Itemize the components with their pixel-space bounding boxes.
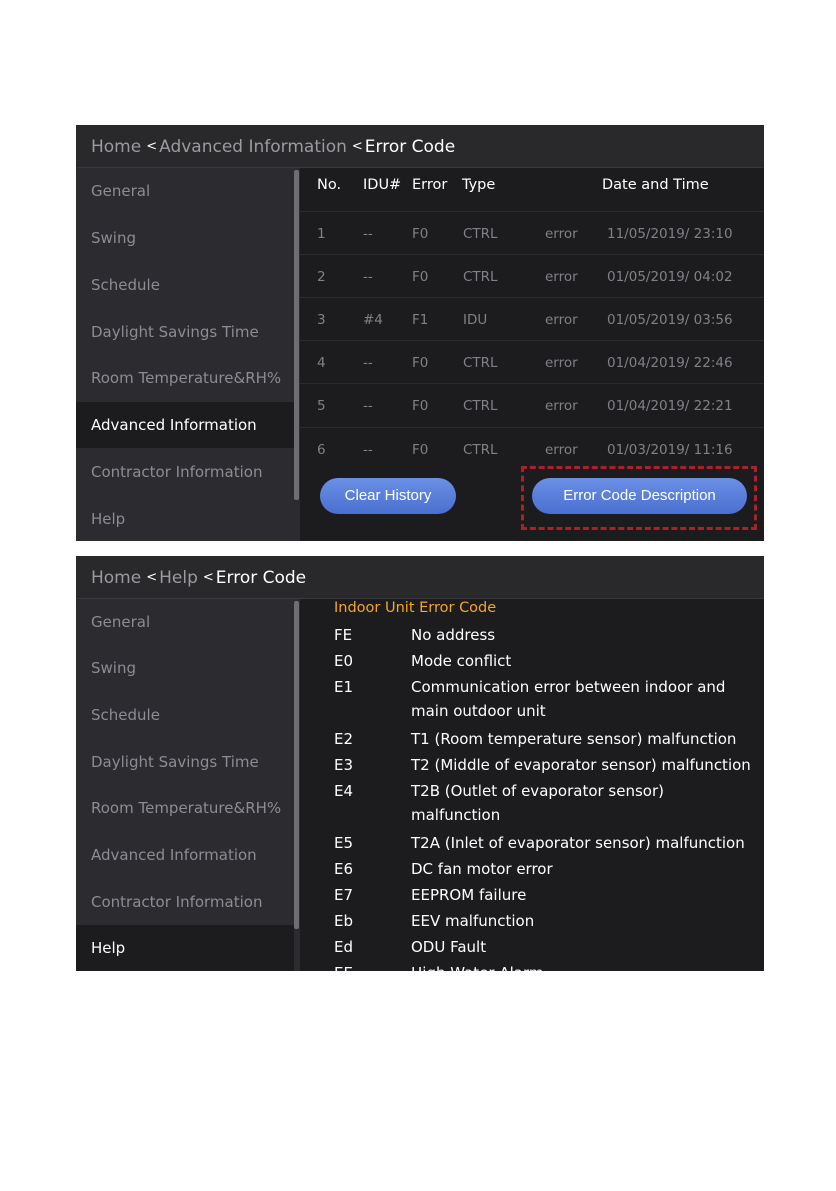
error-description: ODU Fault <box>411 938 487 956</box>
cell-error: F0 <box>412 226 429 242</box>
sidebar-item-schedule[interactable]: Schedule <box>91 706 160 724</box>
header-bar <box>76 556 764 599</box>
breadcrumb <box>91 137 455 157</box>
cell-no: 5 <box>317 398 326 414</box>
cell-no: 4 <box>317 355 326 371</box>
error-code: E4 <box>334 782 354 800</box>
cell-level: error <box>545 442 578 458</box>
error-description: T1 (Room temperature sensor) malfunction <box>411 730 737 748</box>
cell-level: error <box>545 355 578 371</box>
error-description: EEPROM failure <box>411 886 527 904</box>
error-description: High Water Alarm <box>411 964 544 982</box>
error-description: T2B (Outlet of evaporator sensor) <box>411 782 664 800</box>
error-code: E1 <box>334 678 354 696</box>
cell-no: 3 <box>317 312 326 328</box>
error-code: EE <box>334 964 353 982</box>
sidebar-item-help[interactable]: Help <box>91 510 126 528</box>
cell-date-time: 11/05/2019/ 23:10 <box>607 226 733 242</box>
breadcrumb-current: Error Code <box>215 568 307 588</box>
sidebar-item-swing[interactable]: Swing <box>91 659 136 677</box>
breadcrumb <box>91 568 306 588</box>
error-description: No address <box>411 626 496 644</box>
error-description: T2A (Inlet of evaporator sensor) malfunction <box>411 834 745 852</box>
column-header-type: Type <box>462 177 496 193</box>
sidebar-scrollbar[interactable] <box>294 170 299 500</box>
highlight-box <box>521 466 757 530</box>
cell-idu: -- <box>363 355 373 371</box>
cell-type: IDU <box>463 312 488 328</box>
sidebar-item-room-temperature[interactable]: Room Temperature&RH% <box>91 369 282 387</box>
sidebar-item-swing[interactable]: Swing <box>91 229 136 247</box>
column-header-idu: IDU# <box>363 177 402 193</box>
cell-no: 2 <box>317 269 326 285</box>
error-description: T2 (Middle of evaporator sensor) malfunction <box>411 756 751 774</box>
cell-error: F0 <box>412 442 429 458</box>
cell-error: F0 <box>412 355 429 371</box>
sidebar <box>76 168 300 541</box>
cell-idu: -- <box>363 398 373 414</box>
error-code: FE <box>334 626 353 644</box>
table-row <box>300 383 764 426</box>
table-row <box>300 254 764 297</box>
sidebar-item-room-temperature[interactable]: Room Temperature&RH% <box>91 799 282 817</box>
chevron-left-icon: < <box>146 570 158 585</box>
cell-no: 1 <box>317 226 326 242</box>
error-code: E0 <box>334 652 354 670</box>
table-row <box>300 340 764 383</box>
error-code: E7 <box>334 886 354 904</box>
sidebar-item-help[interactable]: Help <box>76 925 294 971</box>
breadcrumb-parent[interactable]: Advanced Information <box>159 137 347 157</box>
sidebar-item-general[interactable]: General <box>91 613 151 631</box>
sidebar <box>76 599 300 971</box>
error-code-history-screen <box>76 125 764 541</box>
table-row <box>300 427 764 470</box>
sidebar-item-daylight-savings[interactable]: Daylight Savings Time <box>91 753 259 771</box>
error-code-help-screen <box>76 556 764 982</box>
sidebar-item-contractor-information[interactable]: Contractor Information <box>91 893 263 911</box>
cell-date-time: 01/04/2019/ 22:46 <box>607 355 733 371</box>
cell-error: F0 <box>412 398 429 414</box>
error-code-description-button[interactable]: Error Code Description <box>532 478 747 514</box>
sidebar-item-daylight-savings[interactable]: Daylight Savings Time <box>91 323 259 341</box>
chevron-left-icon: < <box>202 570 214 585</box>
sidebar-item-contractor-information[interactable]: Contractor Information <box>91 463 263 481</box>
error-code: E5 <box>334 834 354 852</box>
sidebar-item-general[interactable]: General <box>91 182 151 200</box>
cell-level: error <box>545 226 578 242</box>
sidebar-item-advanced-information[interactable]: Advanced Information <box>91 846 257 864</box>
error-description: EEV malfunction <box>411 912 535 930</box>
chevron-left-icon: < <box>146 139 158 154</box>
cell-level: error <box>545 398 578 414</box>
cell-date-time: 01/03/2019/ 11:16 <box>607 442 733 458</box>
table-row <box>300 211 764 254</box>
column-header-error: Error <box>412 177 448 193</box>
cell-type: CTRL <box>463 226 498 242</box>
error-description-continued: main outdoor unit <box>411 702 546 720</box>
chevron-left-icon: < <box>351 139 363 154</box>
sidebar-scrollbar[interactable] <box>294 601 299 929</box>
error-description: Mode conflict <box>411 652 512 670</box>
sidebar-item-advanced-information[interactable]: Advanced Information <box>76 402 294 448</box>
cell-no: 6 <box>317 442 326 458</box>
error-description: Communication error between indoor and <box>411 678 726 696</box>
cell-date-time: 01/05/2019/ 03:56 <box>607 312 733 328</box>
cell-idu: #4 <box>363 312 383 328</box>
cell-error: F0 <box>412 269 429 285</box>
column-header-no: No. <box>317 177 342 193</box>
error-code: Eb <box>334 912 353 930</box>
error-code: E2 <box>334 730 354 748</box>
cell-type: CTRL <box>463 398 498 414</box>
cell-type: CTRL <box>463 269 498 285</box>
error-description-continued: malfunction <box>411 806 501 824</box>
error-code: Ed <box>334 938 353 956</box>
cell-level: error <box>545 269 578 285</box>
cell-date-time: 01/05/2019/ 04:02 <box>607 269 733 285</box>
breadcrumb-parent[interactable]: Help <box>159 568 198 588</box>
breadcrumb-home[interactable]: Home <box>91 568 142 588</box>
cell-error: F1 <box>412 312 429 328</box>
error-description: DC fan motor error <box>411 860 553 878</box>
section-title: Indoor Unit Error Code <box>334 600 497 616</box>
sidebar-item-schedule[interactable]: Schedule <box>91 276 160 294</box>
error-code: E6 <box>334 860 354 878</box>
error-code: E3 <box>334 756 354 774</box>
cell-idu: -- <box>363 442 373 458</box>
breadcrumb-home[interactable]: Home <box>91 137 142 157</box>
cell-date-time: 01/04/2019/ 22:21 <box>607 398 733 414</box>
cell-level: error <box>545 312 578 328</box>
clear-history-button[interactable]: Clear History <box>320 478 456 514</box>
cell-type: CTRL <box>463 355 498 371</box>
breadcrumb-current: Error Code <box>364 137 456 157</box>
table-row <box>300 297 764 340</box>
cell-type: CTRL <box>463 442 498 458</box>
column-header-date-time: Date and Time <box>602 177 709 193</box>
cell-idu: -- <box>363 269 373 285</box>
cell-idu: -- <box>363 226 373 242</box>
header-bar <box>76 125 764 168</box>
